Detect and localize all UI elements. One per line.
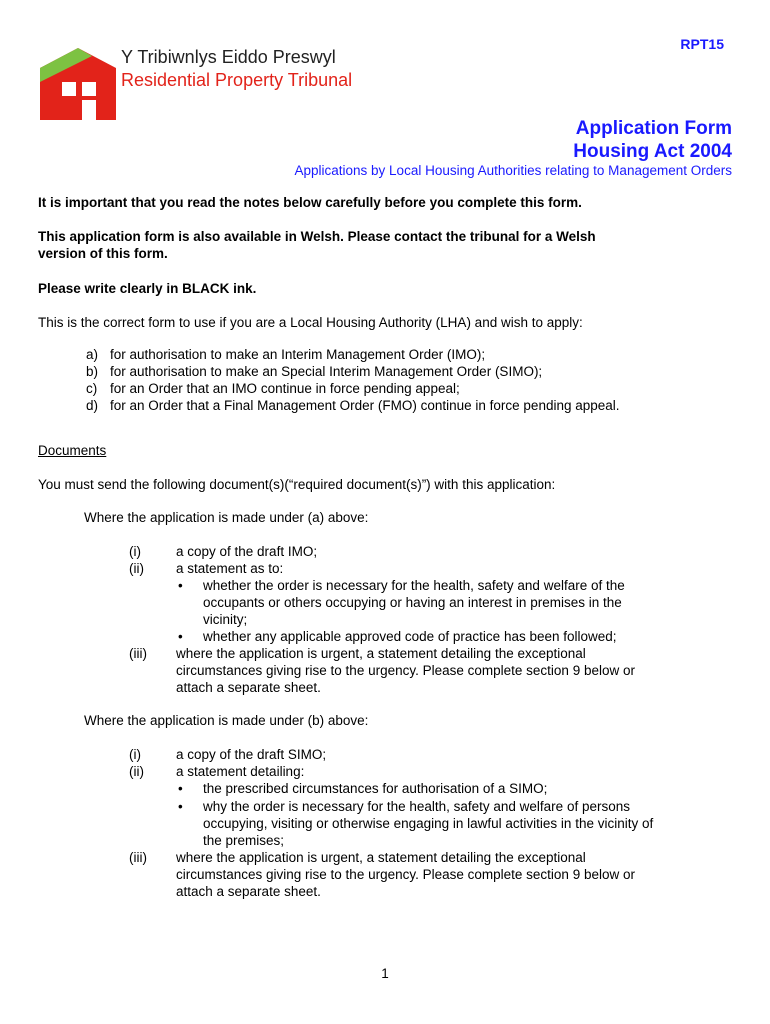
form-title: Application Form bbox=[575, 118, 732, 139]
bullet-text: whether the order is necessary for the health, safety and welfare of the bbox=[203, 578, 625, 593]
item-marker: (ii) bbox=[129, 764, 144, 779]
item-marker: (i) bbox=[129, 544, 141, 559]
item-marker: (i) bbox=[129, 747, 141, 762]
bullet-text: why the order is necessary for the health, safety and welfare of persons bbox=[203, 799, 630, 814]
bullet-icon: • bbox=[178, 578, 183, 593]
item-text: circumstances giving rise to the urgency. Please complete section 9 below or bbox=[176, 663, 635, 678]
bullet-text: the premises; bbox=[203, 833, 285, 848]
list-item-marker: b) bbox=[86, 364, 99, 379]
logo-english-name: Residential Property Tribunal bbox=[121, 70, 353, 90]
item-marker: (ii) bbox=[129, 561, 144, 576]
list-item-marker: d) bbox=[86, 398, 99, 413]
list-item: for authorisation to make an Special Interim Management Order (SIMO); bbox=[110, 364, 543, 379]
welsh-notice-line1: This application form is also available in Welsh. Please contact the tribunal for a Welsh bbox=[38, 229, 596, 244]
black-ink-notice: Please write clearly in BLACK ink. bbox=[38, 281, 257, 296]
item-text: attach a separate sheet. bbox=[176, 680, 321, 695]
item-marker: (iii) bbox=[129, 646, 147, 661]
item-text: a copy of the draft IMO; bbox=[176, 544, 318, 559]
intro-text: This is the correct form to use if you are a Local Housing Authority (LHA) and wish to apply: bbox=[38, 315, 583, 330]
list-item-marker: c) bbox=[86, 381, 98, 396]
welsh-notice-line2: version of this form. bbox=[38, 246, 168, 261]
item-text: attach a separate sheet. bbox=[176, 884, 321, 899]
item-text: a statement as to: bbox=[176, 561, 284, 576]
bullet-text: the prescribed circumstances for authorisation of a SIMO; bbox=[203, 781, 548, 796]
logo-welsh-name: Y Tribiwnlys Eiddo Preswyl bbox=[121, 47, 336, 67]
form-act: Housing Act 2004 bbox=[573, 141, 732, 162]
list-item: for authorisation to make an Interim Management Order (IMO); bbox=[110, 347, 486, 362]
documents-intro: You must send the following document(s)(“required document(s)”) with this application: bbox=[38, 477, 556, 492]
page-number: 1 bbox=[381, 966, 389, 981]
bullet-text: occupants or others occupying or having an interest in premises in the bbox=[203, 595, 622, 610]
item-text: circumstances giving rise to the urgency. Please complete section 9 below or bbox=[176, 867, 635, 882]
list-item-marker: a) bbox=[86, 347, 99, 362]
item-marker: (iii) bbox=[129, 850, 147, 865]
documents-heading: Documents bbox=[38, 443, 107, 458]
item-text: a copy of the draft SIMO; bbox=[176, 747, 327, 762]
bullet-text: occupying, visiting or otherwise engaging in lawful activities in the vicinity of bbox=[203, 816, 654, 831]
form-code: RPT15 bbox=[680, 36, 724, 52]
bullet-icon: • bbox=[178, 781, 183, 796]
form-subtitle: Applications by Local Housing Authorities relating to Management Orders bbox=[294, 163, 732, 178]
item-text: a statement detailing: bbox=[176, 764, 305, 779]
section-b-heading: Where the application is made under (b) above: bbox=[84, 713, 369, 728]
bullet-icon: • bbox=[178, 799, 183, 814]
bullet-icon: • bbox=[178, 629, 183, 644]
section-a-heading: Where the application is made under (a) above: bbox=[84, 510, 369, 525]
list-item: for an Order that a Final Management Order (FMO) continue in force pending appeal. bbox=[110, 398, 620, 413]
important-notice: It is important that you read the notes below carefully before you complete this form. bbox=[38, 195, 582, 210]
bullet-text: vicinity; bbox=[203, 612, 248, 627]
list-item: for an Order that an IMO continue in force pending appeal; bbox=[110, 381, 460, 396]
item-text: where the application is urgent, a statement detailing the exceptional bbox=[176, 850, 586, 865]
item-text: where the application is urgent, a statement detailing the exceptional bbox=[176, 646, 586, 661]
bullet-text: whether any applicable approved code of practice has been followed; bbox=[203, 629, 617, 644]
